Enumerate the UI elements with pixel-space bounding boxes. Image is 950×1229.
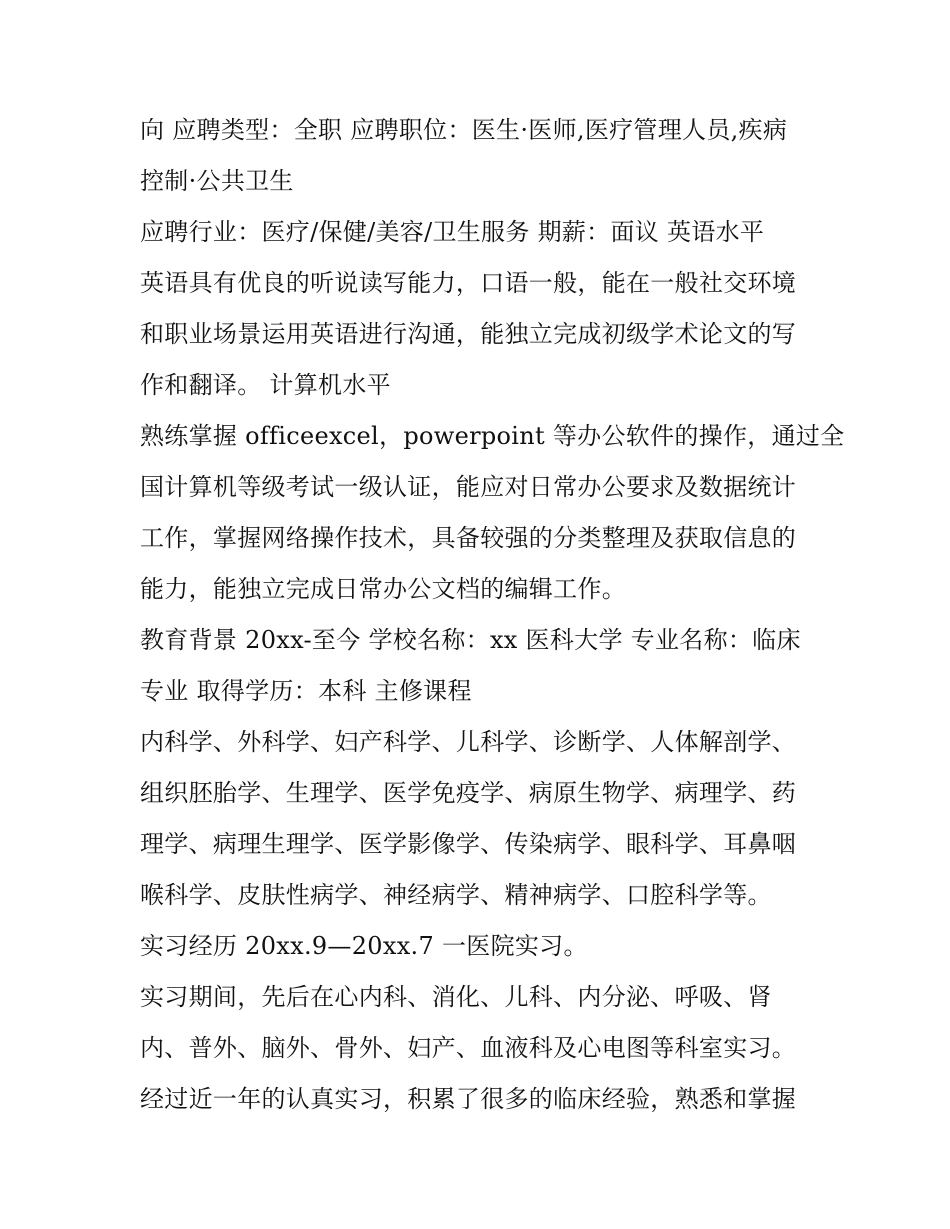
document-body bbox=[140, 108, 845, 1128]
text-line: 和职业场景运用英语进行沟通，能独立完成初级学术论文的写 bbox=[140, 320, 797, 348]
text-line: 内、普外、脑外、骨外、妇产、血液科及心电图等科室实习。 bbox=[140, 1034, 797, 1062]
text-line: 应聘行业：医疗/保健/美容/卫生服务 期薪：面议 英语水平 bbox=[140, 218, 765, 246]
text-line: 工作，掌握网络操作技术，具备较强的分类整理及获取信息的 bbox=[140, 524, 797, 552]
text-line: 内科学、外科学、妇产科学、儿科学、诊断学、人体解剖学、 bbox=[140, 728, 797, 756]
text-line: 国计算机等级考试一级认证，能应对日常办公要求及数据统计 bbox=[140, 473, 797, 501]
text-line: 向 应聘类型：全职 应聘职位：医生·医师,医疗管理人员,疾病 bbox=[140, 116, 788, 144]
text-line: 作和翻译。 计算机水平 bbox=[140, 371, 391, 399]
text-line: 实习期间，先后在心内科、消化、儿科、内分泌、呼吸、肾 bbox=[140, 983, 772, 1011]
text-line: 组织胚胎学、生理学、医学免疫学、病原生物学、病理学、药 bbox=[140, 779, 797, 807]
text-line: 熟练掌握 officeexcel，powerpoint 等办公软件的操作，通过全 bbox=[140, 422, 845, 450]
text-line: 经过近一年的认真实习，积累了很多的临床经验，熟悉和掌握 bbox=[140, 1085, 797, 1113]
text-line: 能力，能独立完成日常办公文档的编辑工作。 bbox=[140, 575, 626, 603]
text-line: 控制·公共卫生 bbox=[140, 167, 294, 195]
text-line: 英语具有优良的听说读写能力，口语一般，能在一般社交环境 bbox=[140, 269, 797, 297]
text-line: 实习经历 20xx.9—20xx.7 一医院实习。 bbox=[140, 932, 588, 960]
text-line: 理学、病理生理学、医学影像学、传染病学、眼科学、耳鼻咽 bbox=[140, 830, 797, 858]
text-line: 喉科学、皮肤性病学、神经病学、精神病学、口腔科学等。 bbox=[140, 881, 772, 909]
text-line: 教育背景 20xx-至今 学校名称：xx 医科大学 专业名称：临床 bbox=[140, 626, 801, 654]
text-line: 专业 取得学历：本科 主修课程 bbox=[140, 677, 472, 705]
